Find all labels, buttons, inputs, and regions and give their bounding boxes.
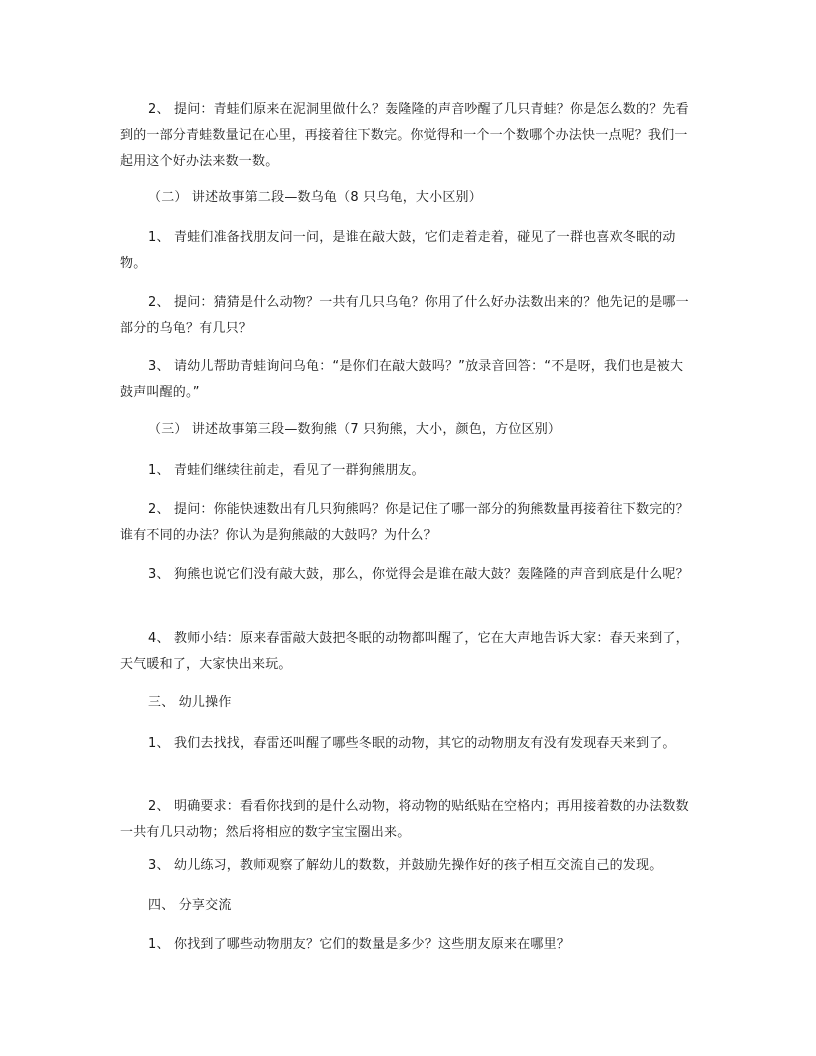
paragraph-bears-drum: 3、 狗熊也说它们没有敲大鼓，那么，你觉得会是谁在敲大鼓？轰隆隆的声音到底是什么呢？ — [148, 567, 689, 582]
paragraph-teacher-summary: 4、 教师小结：原来春雷敲大鼓把冬眠的动物都叫醒了，它在大声地告诉大家：春天来到了，天气暖和了，大家快出来玩。 — [120, 631, 689, 672]
paragraph-frogs-search: 1、 青蛙们准备找朋友问一问，是谁在敲大鼓，它们走着走着，碰见了一群也喜欢冬眠的动物。 — [120, 230, 676, 271]
section-heading-operation: 三、 幼儿操作 — [148, 695, 232, 710]
section-heading-bears: （三） 讲述故事第三段—数狗熊（7 只狗熊，大小，颜色，方位区别） — [148, 422, 562, 437]
paragraph-bears-question: 2、 提问：你能快速数出有几只狗熊吗？你是记住了哪一部分的狗熊数量再接着往下数完的？谁有不同的办法？你认为是狗熊敲的大鼓吗？为什么？ — [120, 502, 689, 543]
paragraph-turtles-answer: 3、 请幼儿帮助青蛙询问乌龟：“是你们在敲大鼓吗？”放录音回答：“不是呀，我们也是被大鼓声叫醒的。” — [120, 359, 684, 400]
section-heading-turtles: （二） 讲述故事第二段—数乌龟（8 只乌龟，大小区别） — [148, 190, 482, 205]
paragraph-requirements: 2、 明确要求：看看你找到的是什么动物，将动物的贴纸贴在空格内；再用接着数的办法数数一共有几只动物；然后将相应的数字宝宝圈出来。 — [120, 799, 689, 840]
paragraph-bears-intro: 1、 青蛙们继续往前走，看见了一群狗熊朋友。 — [148, 463, 425, 478]
paragraph-sharing-question: 1、 你找到了哪些动物朋友？它们的数量是多少？这些朋友原来在哪里？ — [148, 937, 571, 952]
section-heading-sharing: 四、 分享交流 — [148, 898, 232, 913]
paragraph-turtles-question: 2、 提问：猜猜是什么动物？一共有几只乌龟？你用了什么好办法数出来的？他先记的是哪一部分的乌龟？有几只？ — [120, 295, 689, 336]
paragraph-practice: 3、 幼儿练习，教师观察了解幼儿的数数，并鼓励先操作好的孩子相互交流自己的发现。 — [148, 858, 663, 873]
paragraph-frogs-question: 2、 提问：青蛙们原来在泥洞里做什么？轰隆隆的声音吵醒了几只青蛙？你是怎么数的？先看到的一部分青蛙数量记在心里，再接着往下数完。你觉得和一个一个数哪个办法快一点呢？我们一起用这个好办法来数一数。 — [120, 102, 689, 169]
paragraph-find-animals: 1、 我们去找找，春雷还叫醒了哪些冬眠的动物，其它的动物朋友有没有发现春天来到了。 — [148, 736, 676, 751]
